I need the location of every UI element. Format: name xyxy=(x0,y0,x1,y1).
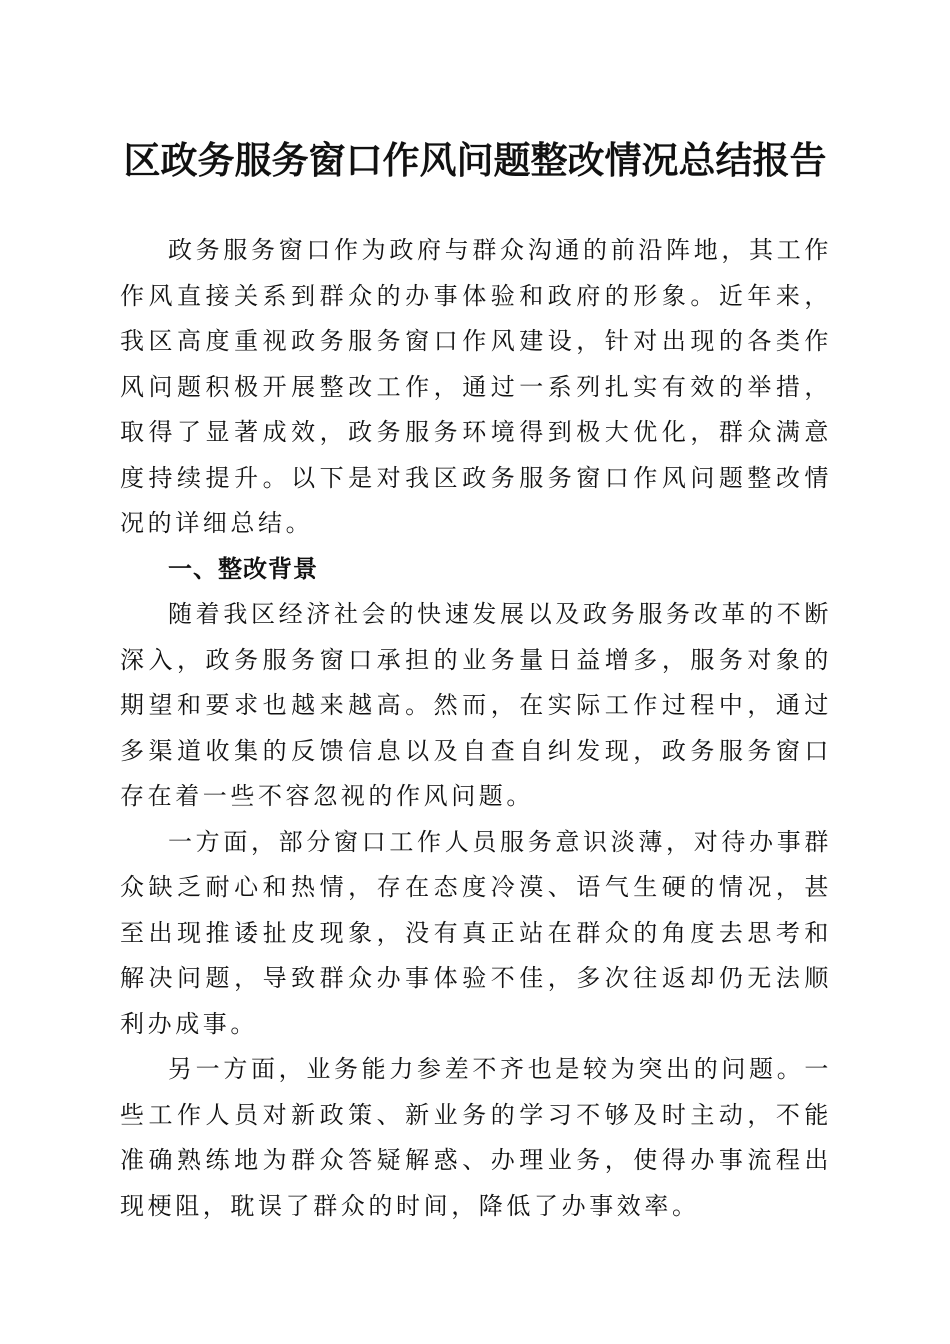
intro-paragraph: 政务服务窗口作为政府与群众沟通的前沿阵地，其工作作风直接关系到群众的办事体验和政府的形象。近年来，我区高度重视政务服务窗口作风建设，针对出现的各类作风问题积极开展整改工作，通过一系列扎实有效的举措，取得了显著成效，政务服务环境得到极大优化，群众满意度持续提升。以下是对我区政务服务窗口作风问题整改情况的详细总结。 xyxy=(120,236,832,537)
section-paragraph: 另一方面，业务能力参差不齐也是较为突出的问题。一些工作人员对新政策、新业务的学习不够及时主动，不能准确熟练地为群众答疑解惑、办理业务，使得办事流程出现梗阻，耽误了群众的时间，降低了办事效率。 xyxy=(120,1055,832,1220)
section-heading: 一、整改背景 xyxy=(168,554,318,583)
document-title: 区政务服务窗口作风问题整改情况总结报告 xyxy=(123,138,827,182)
document-body xyxy=(120,228,832,1229)
section-paragraph: 随着我区经济社会的快速发展以及政务服务改革的不断深入，政务服务窗口承担的业务量日益增多，服务对象的期望和要求也越来越高。然而，在实际工作过程中，通过多渠道收集的反馈信息以及自查自纠发现，政务服务窗口存在着一些不容忽视的作风问题。 xyxy=(120,600,832,810)
section-paragraph: 一方面，部分窗口工作人员服务意识淡薄，对待办事群众缺乏耐心和热情，存在态度冷漠、语气生硬的情况，甚至出现推诿扯皮现象，没有真正站在群众的角度去思考和解决问题，导致群众办事体验不佳，多次往返却仍无法顺利办成事。 xyxy=(120,827,832,1038)
